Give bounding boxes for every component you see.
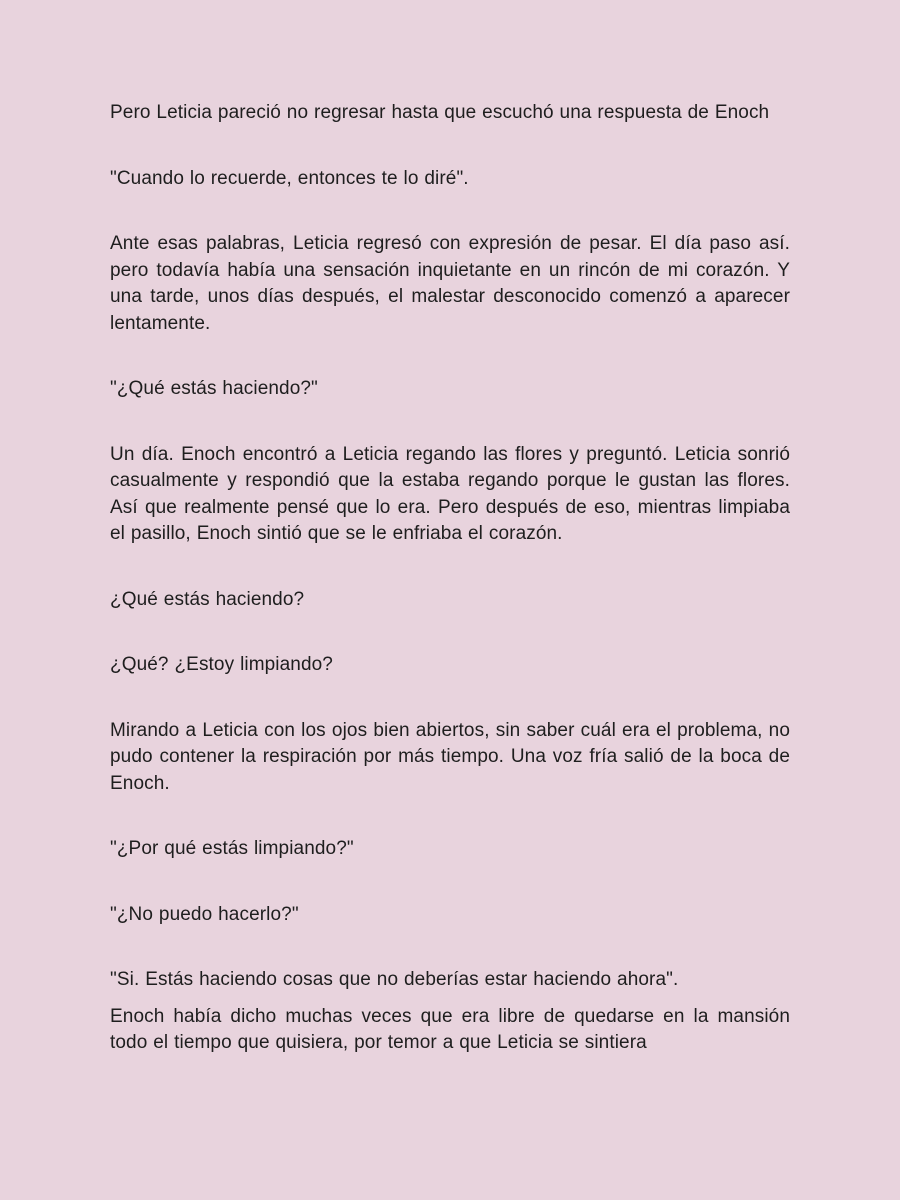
paragraph-7: ¿Qué? ¿Estoy limpiando? xyxy=(110,654,333,675)
paragraph-9: "¿Por qué estás limpiando?" xyxy=(110,838,354,859)
paragraph-11: "Si. Estás haciendo cosas que no deberías estar haciendo ahora". xyxy=(110,969,679,990)
paragraph-12: Enoch había dicho muchas veces que era libre de quedarse en la mansión todo el tiempo que quisiera, por temor a que Leticia se sintiera xyxy=(110,1005,790,1053)
paragraph-6: ¿Qué estás haciendo? xyxy=(110,588,305,610)
paragraph-2: "Cuando lo recuerde, entonces te lo diré". xyxy=(110,167,469,189)
paragraph-4: "¿Qué estás haciendo?" xyxy=(110,378,318,399)
paragraph-5: Un día. Enoch encontró a Leticia regando las flores y preguntó. Leticia sonrió casualmente y respondió que la estaba regando porque le gustan las flores. Así que realmente pensé que lo era. Pero después de eso, mientras limpiaba el pasillo, Enoch sintió que se le enfriaba el corazón. xyxy=(110,443,790,544)
paragraph-8: Mirando a Leticia con los ojos bien abiertos, sin saber cuál era el problema, no pudo contener la respiración por más tiempo. Una voz fría salió de la boca de Enoch. xyxy=(110,719,790,794)
paragraph-10: "¿No puedo hacerlo?" xyxy=(110,903,299,925)
paragraph-3: Ante esas palabras, Leticia regresó con expresión de pesar. El día paso así. pero todavía había una sensación inquietante en un rincón de mi corazón. Y una tarde, unos días después, el malestar desconocido comenzó a aparecer lentamente. xyxy=(110,233,790,334)
paragraph-1: Pero Leticia pareció no regresar hasta que escuchó una respuesta de Enoch xyxy=(110,102,770,123)
